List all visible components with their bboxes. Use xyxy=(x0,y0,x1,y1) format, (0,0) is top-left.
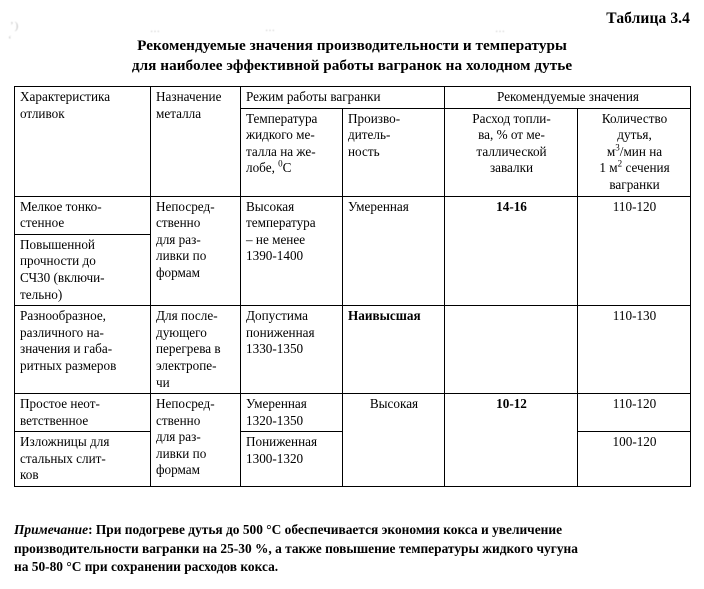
cell-productivity xyxy=(343,306,445,394)
purpose3-l3-a: для xyxy=(156,429,176,445)
row3-casting-line4: ритных размеров xyxy=(20,357,117,373)
scan-artifact-mark: ʼ) xyxy=(10,20,20,32)
header-temperature-unit-suffix: С xyxy=(282,160,292,176)
purpose1-l5: формам xyxy=(156,264,200,280)
cell-productivity xyxy=(343,394,445,487)
header-fuel-l4: завалки xyxy=(489,160,534,176)
cell-casting-characteristic xyxy=(15,234,151,305)
productivity-value: Высокая xyxy=(369,396,419,412)
row3-casting-word1: различного xyxy=(20,324,84,340)
temp2-l1: Допустима xyxy=(246,308,309,324)
row2-casting-line1: Повышенной xyxy=(20,236,95,252)
blast-value: 110-120 xyxy=(612,396,657,412)
scan-artifact-smudge-left: … xyxy=(150,24,161,35)
row5-casting-word4: слит- xyxy=(76,450,106,466)
footnote-line-2: производительности вагранки на 25-30 %, а также повышение температуры жидкого чугуна xyxy=(14,540,578,556)
purpose2-l2: дующего xyxy=(156,324,207,340)
footnote-line-3: на 50-80 °С при сохранении расходов кокса. xyxy=(14,559,279,574)
footnote-colon: : xyxy=(88,522,93,537)
header-cell-metal-purpose xyxy=(151,87,241,197)
purpose1-l3-b: раз- xyxy=(178,231,201,247)
scan-artifact-smudge-center: … xyxy=(265,23,276,34)
purpose3-l2: ственно xyxy=(156,412,201,428)
row4-casting-word1: Простое xyxy=(20,396,68,412)
cell-casting-characteristic xyxy=(15,306,151,394)
header-blast-l1: Количество xyxy=(601,110,668,126)
header-temperature-unit-prefix: лобе, xyxy=(246,160,279,176)
header-label-group-mode: Режим работы вагранки xyxy=(246,89,381,104)
recommended-values-table xyxy=(14,86,691,487)
temp2-l3: 1330-1350 xyxy=(246,341,304,357)
fuel-value: 10-12 xyxy=(496,396,527,412)
row2-casting-line2 xyxy=(20,253,146,270)
productivity-value: Наивысшая xyxy=(348,308,421,324)
header-blast-unit-m: м xyxy=(606,143,616,159)
row1-casting-line2: стенное xyxy=(20,215,65,231)
cell-metal-purpose xyxy=(151,196,241,306)
purpose3-l4 xyxy=(156,446,236,463)
cell-temperature xyxy=(241,432,343,487)
header-temperature-l3: талла на же- xyxy=(246,143,316,159)
header-fuel-l3: таллической xyxy=(476,143,547,159)
temp1-ne: не xyxy=(255,231,269,247)
table-row xyxy=(15,196,691,234)
footnote-label: Примечание xyxy=(14,522,89,537)
row5-casting-word2: для xyxy=(90,434,110,450)
header-fuel-l2: ва, % от ме- xyxy=(478,127,545,143)
header-blast-l4 xyxy=(583,160,686,177)
purpose1-l3 xyxy=(156,232,236,249)
cell-blast-volume xyxy=(578,394,691,432)
temp4-l1: Пониженная xyxy=(246,434,318,450)
header-productivity-l3: ность xyxy=(348,143,380,159)
row5-casting-line2 xyxy=(20,451,146,468)
row5-casting-word1: Изложницы xyxy=(20,434,87,450)
header-blast-unit-permin: /мин на xyxy=(619,143,663,159)
productivity-value: Умеренная xyxy=(348,198,409,214)
purpose2-l1-a: Для xyxy=(156,308,178,324)
header-blast-area-suffix: сечения xyxy=(622,160,670,176)
table-title-line-1: Рекомендуемые значения производительности и температуры xyxy=(137,37,567,54)
purpose3-l4-a: ливки xyxy=(156,445,190,461)
purpose2-l1-b: после- xyxy=(180,308,218,324)
header-temperature-l4 xyxy=(246,160,338,177)
purpose2-l5: чи xyxy=(156,374,170,390)
purpose1-l4-a: ливки xyxy=(156,248,190,264)
blast-value: 100-120 xyxy=(612,434,657,450)
row2-casting-word4: (включи- xyxy=(53,269,105,285)
header-blast-l2: дутья, xyxy=(617,127,652,143)
footnote-line-1 xyxy=(14,521,690,540)
page-header-strip xyxy=(0,6,704,36)
header-productivity-l2: дитель- xyxy=(348,127,391,143)
temp1-l2: температура xyxy=(246,215,316,231)
purpose3-l4-b: по xyxy=(192,445,207,461)
header-fuel-l1: Расход топли- xyxy=(472,110,551,126)
cell-temperature xyxy=(241,394,343,432)
cell-fuel-consumption xyxy=(445,394,578,487)
header-temperature-l1: Температура xyxy=(246,110,318,126)
cell-productivity xyxy=(343,196,445,306)
header-blast-l5: вагранки xyxy=(609,176,660,192)
header-blast-l3 xyxy=(583,144,686,161)
square-superscript: 2 xyxy=(617,158,623,169)
header-productivity-l1: Произво- xyxy=(348,110,401,126)
row1-casting-line1 xyxy=(20,199,146,216)
temp4-l2: 1300-1320 xyxy=(246,450,304,466)
purpose1-l4-b: по xyxy=(192,248,207,264)
blast-value: 110-130 xyxy=(612,308,657,324)
temp3-l2: 1320-1350 xyxy=(246,412,304,428)
table-title-line-2: для наиболее эффективной работы вагранок на холодном дутье xyxy=(131,57,573,74)
cell-blast-volume xyxy=(578,306,691,394)
table-header-row-top xyxy=(15,87,691,109)
header-cell-group-cupola-mode xyxy=(241,87,445,109)
header-label-group-recommended: Рекомендуемые значения xyxy=(497,89,639,104)
row4-casting-line1 xyxy=(20,396,146,413)
cell-blast-volume xyxy=(578,432,691,487)
cell-fuel-consumption xyxy=(445,196,578,306)
cell-metal-purpose xyxy=(151,306,241,394)
temp1-l1: Высокая xyxy=(246,198,295,214)
row3-casting-line3: значения и габа- xyxy=(20,341,113,357)
row5-casting-line3: ков xyxy=(20,467,39,483)
row5-casting-line1 xyxy=(20,434,146,451)
row3-casting-word2: на- xyxy=(86,324,104,340)
purpose1-l4 xyxy=(156,248,236,265)
temp1-menee: менее xyxy=(272,231,306,247)
temp2-l2: пониженная xyxy=(246,324,315,340)
table-row xyxy=(15,394,691,432)
cell-casting-characteristic xyxy=(15,432,151,487)
row2-casting-word1: прочности xyxy=(20,253,80,269)
purpose1-l1: Непосред- xyxy=(156,198,215,214)
scan-artifact-smudge-right: … xyxy=(495,24,506,35)
header-temperature-l2: жидкого ме- xyxy=(246,127,315,143)
cell-metal-purpose xyxy=(151,394,241,487)
row1-casting-word1: Мелкое xyxy=(20,198,63,214)
degree-superscript: 0 xyxy=(278,158,283,169)
header-label-purpose: Назначение металла xyxy=(156,89,222,121)
row2-casting-line3 xyxy=(20,270,146,287)
cell-casting-characteristic xyxy=(15,394,151,432)
temp3-l1: Умеренная xyxy=(246,396,307,412)
header-blast-area-prefix: 1 м xyxy=(599,160,618,176)
purpose3-l3-b: раз- xyxy=(178,429,201,445)
scan-artifact-mark-lower: ʻ xyxy=(8,34,13,46)
row3-casting-line2 xyxy=(20,325,146,342)
row4-casting-line2: ветственное xyxy=(20,412,89,428)
cell-fuel-consumption xyxy=(445,306,578,394)
table-footnote xyxy=(14,521,690,577)
row3-casting-line1: Разнообразное, xyxy=(20,308,106,324)
table-row xyxy=(15,306,691,394)
temp1-dash: – xyxy=(246,231,253,247)
purpose3-l3 xyxy=(156,429,236,446)
temp1-l4: 1390-1400 xyxy=(246,248,304,264)
header-cell-fuel-consumption xyxy=(445,108,578,196)
purpose3-l5: формам xyxy=(156,462,200,478)
cubic-superscript: 3 xyxy=(615,142,620,153)
purpose2-l4: электропе- xyxy=(156,357,217,373)
header-label-casting: Характеристика отливок xyxy=(20,89,111,121)
header-cell-temperature xyxy=(241,108,343,196)
header-cell-productivity xyxy=(343,108,445,196)
footnote-text-1: При подогреве дутья до 500 °С обеспечивается экономия кокса и увеличение xyxy=(92,522,563,537)
cell-blast-volume xyxy=(578,196,691,306)
table-number-label: Таблица 3.4 xyxy=(606,10,690,27)
blast-value: 110-120 xyxy=(612,198,657,214)
cell-casting-characteristic xyxy=(15,196,151,234)
cell-temperature xyxy=(241,196,343,306)
purpose2-l3: перегрева в xyxy=(156,341,221,357)
row2-casting-word3: СЧ30 xyxy=(20,269,51,285)
purpose3-l1: Непосред- xyxy=(156,396,215,412)
cell-temperature xyxy=(241,306,343,394)
data-table-container xyxy=(14,86,690,487)
header-cell-group-recommended xyxy=(445,87,691,109)
purpose1-l2: ственно xyxy=(156,215,201,231)
row5-casting-word3: стальных xyxy=(20,450,73,466)
fuel-value: 14-16 xyxy=(496,198,527,214)
purpose1-l3-a: для xyxy=(156,231,176,247)
row2-casting-word2: до xyxy=(82,253,96,269)
header-cell-casting-characteristic xyxy=(15,87,151,197)
table-title xyxy=(0,36,704,76)
header-cell-blast-volume xyxy=(578,108,691,196)
row4-casting-word2: неот- xyxy=(70,396,100,412)
purpose2-l1 xyxy=(156,308,236,325)
temp1-l3 xyxy=(246,232,338,249)
row1-casting-word2: тонко- xyxy=(65,198,102,214)
row2-casting-line4: тельно) xyxy=(20,286,63,302)
